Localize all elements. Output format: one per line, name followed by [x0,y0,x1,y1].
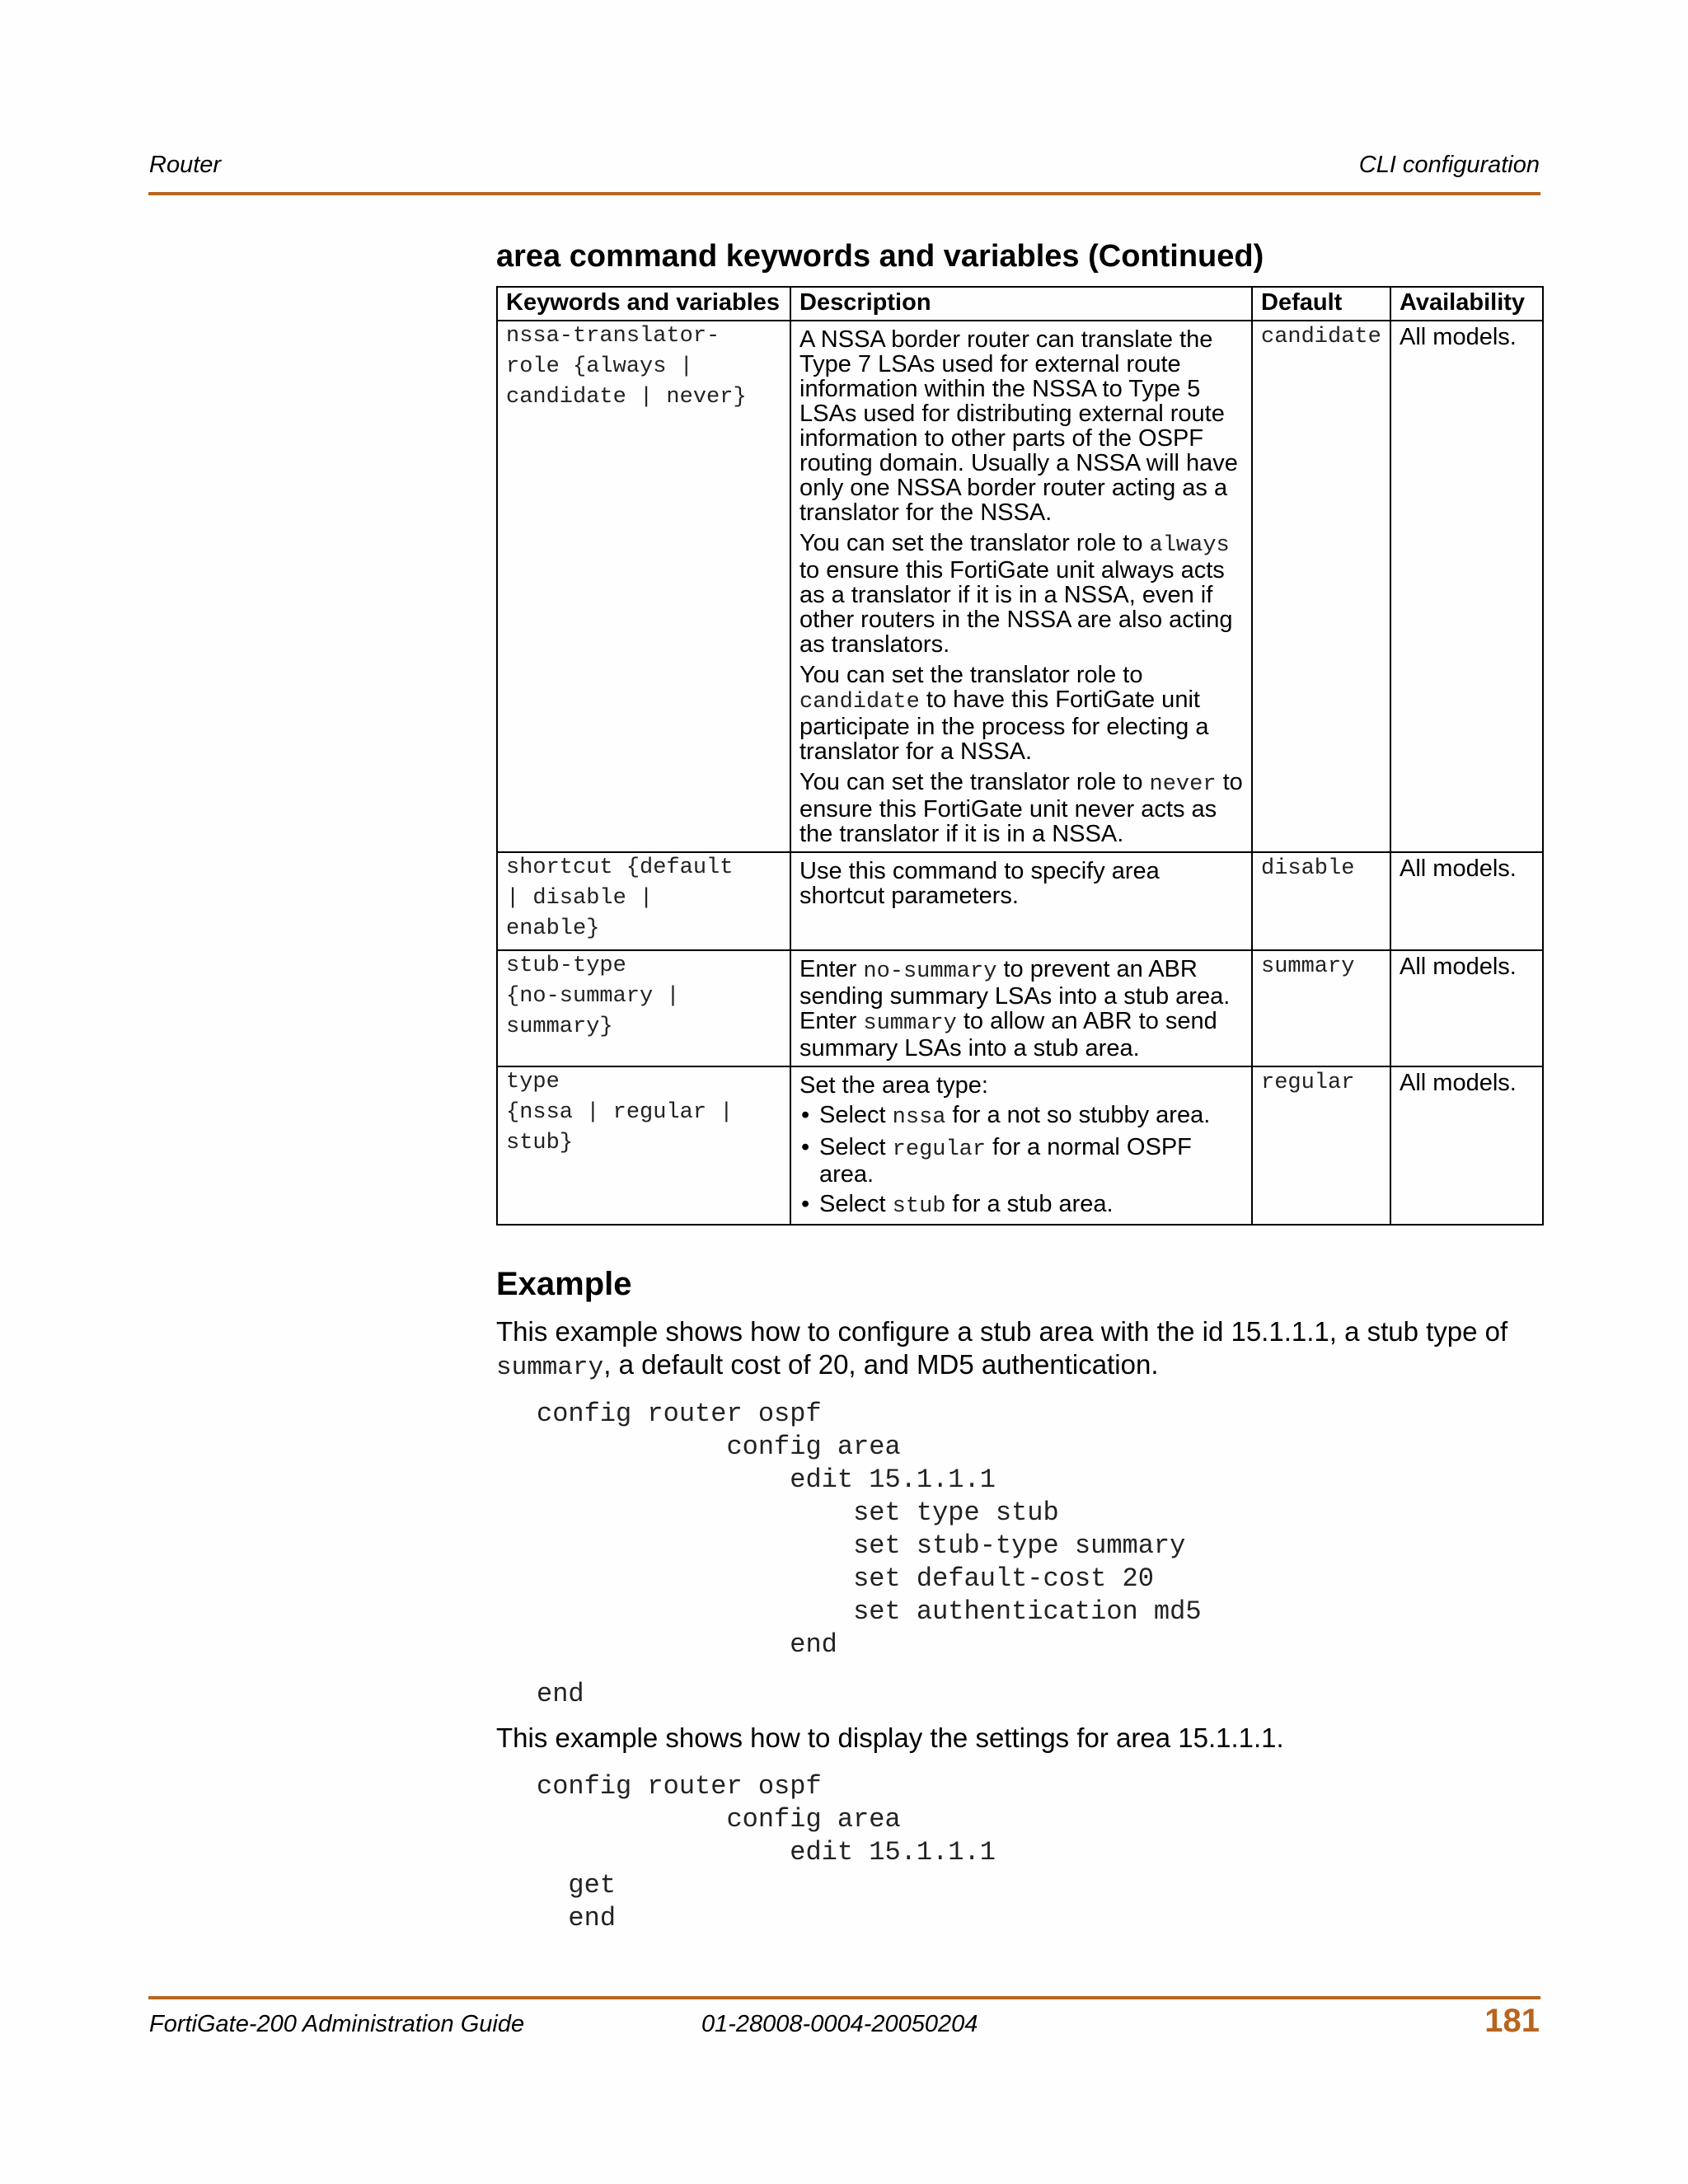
text-fragment: for a stub area. [945,1191,1114,1217]
availability-cell: All models. [1390,321,1543,852]
keywords-table [496,286,1544,1226]
table-row [497,852,1543,950]
table-title: area command keywords and variables (Continued) [496,239,1264,274]
text-fragment: to prevent an ABR sending summary LSAs into a stub area. Enter [799,956,1231,1034]
inline-code: stub [892,1194,946,1219]
keyword-cell: shortcut {default | disable | enable} [497,852,790,950]
inline-code: nssa [892,1105,946,1130]
column-header-default: Default [1252,287,1390,321]
footer-rule [148,1996,1540,1999]
inline-code: no-summary [863,959,997,984]
code-block: config router ospf config area edit 15.1.1.1 set type stub set stub-type summary set default-cost 20 set authentication md5 end [537,1399,1202,1660]
header-rule [148,192,1540,195]
code-block: config router ospf config area edit 15.1.1.1 get end [537,1771,996,1933]
bullet-item [799,1192,1244,1219]
description-cell: Use this command to specify area shortcut parameters. [790,852,1252,950]
footer-guide-title: FortiGate-200 Administration Guide [149,2011,525,2037]
description-cell [790,1066,1252,1225]
text-fragment: Select [819,1102,893,1128]
bullet-list [799,1103,1244,1219]
text-fragment: This example shows how to configure a stub area with the id 15.1.1.1, a stub type of [496,1316,1508,1347]
description-cell [790,950,1252,1066]
default-cell: summary [1252,950,1390,1066]
bullet-item [799,1135,1244,1187]
inline-code: never [1149,772,1217,797]
text-fragment: Enter [799,956,864,982]
description-intro: Set the area type: [799,1072,988,1099]
column-header-description: Description [790,287,1252,321]
default-cell: regular [1252,1066,1390,1225]
text-fragment: You can set the translator role to [799,662,1143,688]
text-fragment: Select [819,1191,893,1217]
description-paragraph [799,663,1244,764]
inline-code: summary [496,1353,604,1382]
keyword-cell: nssa-translator- role {always | candidate | never} [497,321,790,852]
example-paragraph: This example shows how to display the settings for area 15.1.1.1. [496,1722,1284,1753]
text-fragment: , a default cost of 20, and MD5 authentication. [603,1349,1159,1380]
inline-code: candidate [799,690,920,715]
footer-doc-number: 01-28008-0004-20050204 [701,2011,978,2037]
description-paragraph [799,531,1244,657]
text-fragment: You can set the translator role to [799,530,1150,556]
table-header-row [497,287,1543,321]
default-cell: disable [1252,852,1390,950]
text-fragment: to ensure this FortiGate unit never acts as the translator if it is in a NSSA. [799,769,1243,847]
text-fragment: to allow an ABR to send summary LSAs into a stub area. [799,1008,1217,1062]
description-cell [790,321,1252,852]
text-fragment: for a not so stubby area. [945,1102,1211,1128]
column-header-keywords: Keywords and variables [497,287,790,321]
availability-cell: All models. [1390,1066,1543,1225]
inline-code: summary [863,1011,957,1036]
text-fragment: to ensure this FortiGate unit always acts as a translator if it is in a NSSA, even if other routers in the NSSA are also acting as translators. [799,557,1233,658]
availability-cell: All models. [1390,852,1543,950]
keyword-cell: type {nssa | regular | stub} [497,1066,790,1225]
availability-cell: All models. [1390,950,1543,1066]
code-block-end: end [537,1679,584,1709]
example-heading: Example [496,1266,632,1302]
table-row [497,321,1543,852]
description-paragraph [799,770,1244,846]
text-fragment: for a normal OSPF area. [819,1134,1192,1188]
inline-code: always [1149,533,1230,558]
text-fragment: You can set the translator role to [799,769,1150,795]
table-row [497,950,1543,1066]
column-header-availability: Availability [1390,287,1543,321]
page-number: 181 [1484,2003,1540,2039]
text-fragment: Select [819,1134,893,1160]
table-row [497,1066,1543,1225]
header-section-title: Router [149,152,222,178]
text-fragment: to have this FortiGate unit participate in the process for electing a translator for a NSSA. [799,687,1209,765]
bullet-item [799,1103,1244,1130]
keyword-cell: stub-type {no-summary | summary} [497,950,790,1066]
default-cell: candidate [1252,321,1390,852]
example-paragraph [496,1315,1541,1385]
description-paragraph: A NSSA border router can translate the Type 7 LSAs used for external route information within the NSSA to Type 5 LSAs used for distributing external route information to other parts of the OSPF routing domain. Usually a NSSA will have only one NSSA border router acting as a translator for the NSSA. [799,326,1238,526]
inline-code: regular [892,1137,987,1162]
header-chapter-title: CLI configuration [1358,152,1540,178]
